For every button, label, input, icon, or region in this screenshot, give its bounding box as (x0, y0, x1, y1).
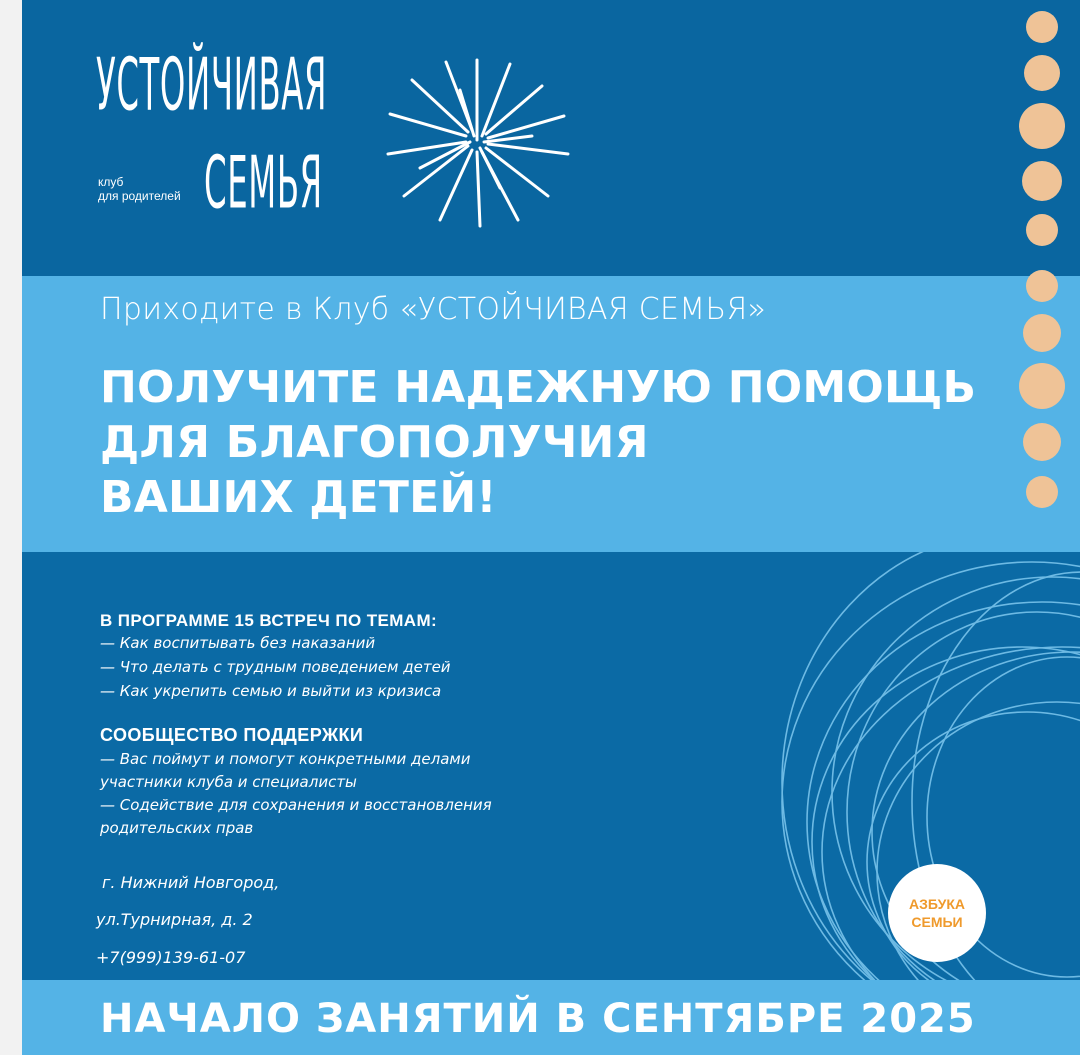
logo-subtitle-1: клуб (98, 175, 124, 189)
address-phone: +7(999)139-61-07 (96, 948, 246, 967)
program-item: — Что делать с трудным поведением детей (100, 658, 451, 676)
address-city: г. Нижний Новгород, (102, 873, 280, 892)
headline-line-3: ВАШИХ ДЕТЕЙ! (100, 472, 497, 523)
invite-text: Приходите в Клуб «УСТОЙЧИВАЯ СЕМЬЯ» (100, 292, 767, 327)
headline-line-2: ДЛЯ БЛАГОПОЛУЧИЯ (100, 417, 649, 468)
sunburst-icon (382, 50, 572, 230)
headline-line-1: ПОЛУЧИТЕ НАДЕЖНУЮ ПОМОЩЬ (100, 362, 977, 413)
program-title: В ПРОГРАММЕ 15 ВСТРЕЧ ПО ТЕМАМ: (100, 611, 438, 630)
logo-word-2: СЕМЬЯ (204, 140, 323, 225)
community-title: СООБЩЕСТВО ПОДДЕРЖКИ (100, 725, 364, 745)
program-item: — Как воспитывать без наказаний (100, 634, 376, 652)
badge-line-1: АЗБУКА (909, 896, 965, 912)
start-date-banner: НАЧАЛО ЗАНЯТИЙ В СЕНТЯБРЕ 2025 (100, 996, 976, 1042)
community-line: — Содействие для сохранения и восстановления (100, 796, 492, 814)
program-item: — Как укрепить семью и выйти из кризиса (100, 682, 442, 700)
address-street: ул.Турнирная, д. 2 (96, 910, 253, 929)
headline (100, 360, 976, 525)
community-line: родительских прав (100, 819, 254, 837)
community-line: — Вас поймут и помогут конкретными делами (100, 750, 471, 768)
logo-subtitle-2: для родителей (98, 189, 181, 203)
logo-word-1: УСТОЙЧИВАЯ (96, 42, 328, 127)
badge-line-2: СЕМЬИ (911, 914, 963, 930)
azbuka-semyi-badge (888, 864, 986, 962)
flyer-page (22, 0, 1080, 1055)
community-line: участники клуба и специалисты (100, 773, 357, 791)
